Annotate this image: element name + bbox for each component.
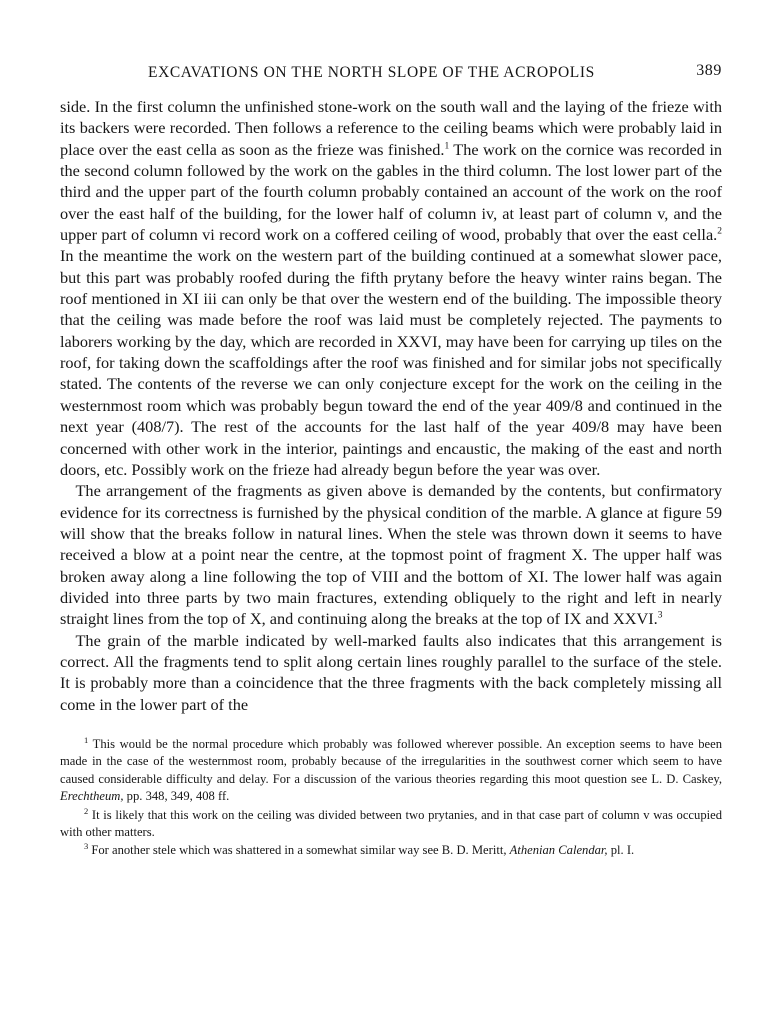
- paragraph-2: [60, 480, 722, 629]
- footnote-2-text: It is likely that this work on the ceiling was divided between two prytanies, and in that case part of column v was occupied with other matters.: [60, 807, 722, 839]
- footnote-3-text-b: pl. I.: [607, 843, 635, 858]
- footnote-2: [60, 807, 722, 842]
- footnote-1-mark: 1: [83, 734, 89, 745]
- footnote-1-title: Erechtheum,: [60, 789, 124, 804]
- running-header: [60, 58, 722, 88]
- footnote-3-mark: 3: [83, 841, 89, 852]
- paragraph-2-text: The arrangement of the fragments as given above is demanded by the contents, but confirmatory evidence for its correctness is furnished by the physical condition of the marble. A glance at figure 59 will show that the breaks follow in natural lines. When the stele was thrown down it seems to have received a blow at a point near the centre, at the topmost point of fragment X. The upper half was broken away along a line following the top of VIII and the bottom of XI. The lower half was again divided into three parts by two main fractures, extending obliquely to the right and left in nearly straight lines from the top of X, and continuing along the breaks at the top of IX and XXVI.: [60, 481, 722, 629]
- footnote-ref-2: 2: [717, 226, 722, 237]
- paragraph-3: The grain of the marble indicated by well-marked faults also indicates that this arrangement is correct. All the fragments tend to split along certain lines roughly parallel to the surface of the stele. It is probably more than a coincidence that the three fragments with the back completely missing all come in the lower part of the: [60, 630, 722, 714]
- paragraph-1-text-a: side. In the first column the unfinished stone-work on the south wall and the laying of the frieze with its backers were recorded. Then follows a reference to the ceiling beams which were probably laid in place over the east cella as soon as the frieze was finished.: [60, 97, 722, 159]
- footnote-2-mark: 2: [83, 805, 89, 816]
- footnote-3-text-a: For another stele which was shattered in a somewhat similar way see B. D. Meritt,: [91, 843, 510, 858]
- page: [60, 58, 722, 861]
- paragraph-1: [60, 96, 722, 480]
- footnote-3: [60, 842, 722, 859]
- footnote-ref-3: 3: [657, 610, 663, 621]
- page-number: 389: [696, 62, 722, 79]
- footnotes: [60, 736, 722, 860]
- footnote-1-text-a: This would be the normal procedure which probably was followed wherever possible. An exception seems to have been made in the case of the westernmost room, probably because of the irregularities in the southwest corner which seem to have caused considerable difficulty and delay. For a discussion of the various theories regarding this moot question see L. D. Caskey,: [60, 736, 722, 786]
- running-title: EXCAVATIONS ON THE NORTH SLOPE OF THE ACROPOLIS: [148, 64, 595, 81]
- footnote-1: [60, 736, 722, 806]
- paragraph-1-text-c: In the meantime the work on the western part of the building continued at a somewhat slower pace, but this part was probably roofed during the fifth prytany before the heavy winter rains began. The roof mentioned in XI iii can only be that over the western end of the building. The impossible theory that the ceiling was made before the roof was laid must be completely rejected. The payments to laborers working by the day, which are recorded in XXVI, may have been for carrying up tiles on the roof, for taking down the scaffoldings after the roof was finished and for similar jobs not specifically stated. The contents of the reverse we can only conjecture except for the work on the ceiling in the westernmost room which was probably begun toward the end of the year 409/8 and continued in the next year (408/7). The rest of the accounts for the last half of the year 409/8 may have been concerned with other work in the interior, paintings and encaustic, the making of the east and north doors, etc. Possibly work on the frieze had already begun before the year was over.: [60, 246, 722, 479]
- footnote-ref-1: 1: [444, 141, 450, 152]
- body-text: [60, 96, 722, 715]
- paragraph-1-text-b: The work on the cornice was recorded in the second column followed by the work on the gables in the third column. The lost lower part of the third and the upper part of the fourth column probably contained an account of the work on the roof over the east half of the building, for the lower half of column iv, at least part of column v, and the upper part of column vi record work on a coffered ceiling of wood, probably that over the east cella.: [60, 139, 722, 245]
- footnote-3-title: Athenian Calendar,: [509, 843, 608, 858]
- footnote-1-text-b: pp. 348, 349, 408 ff.: [123, 789, 230, 804]
